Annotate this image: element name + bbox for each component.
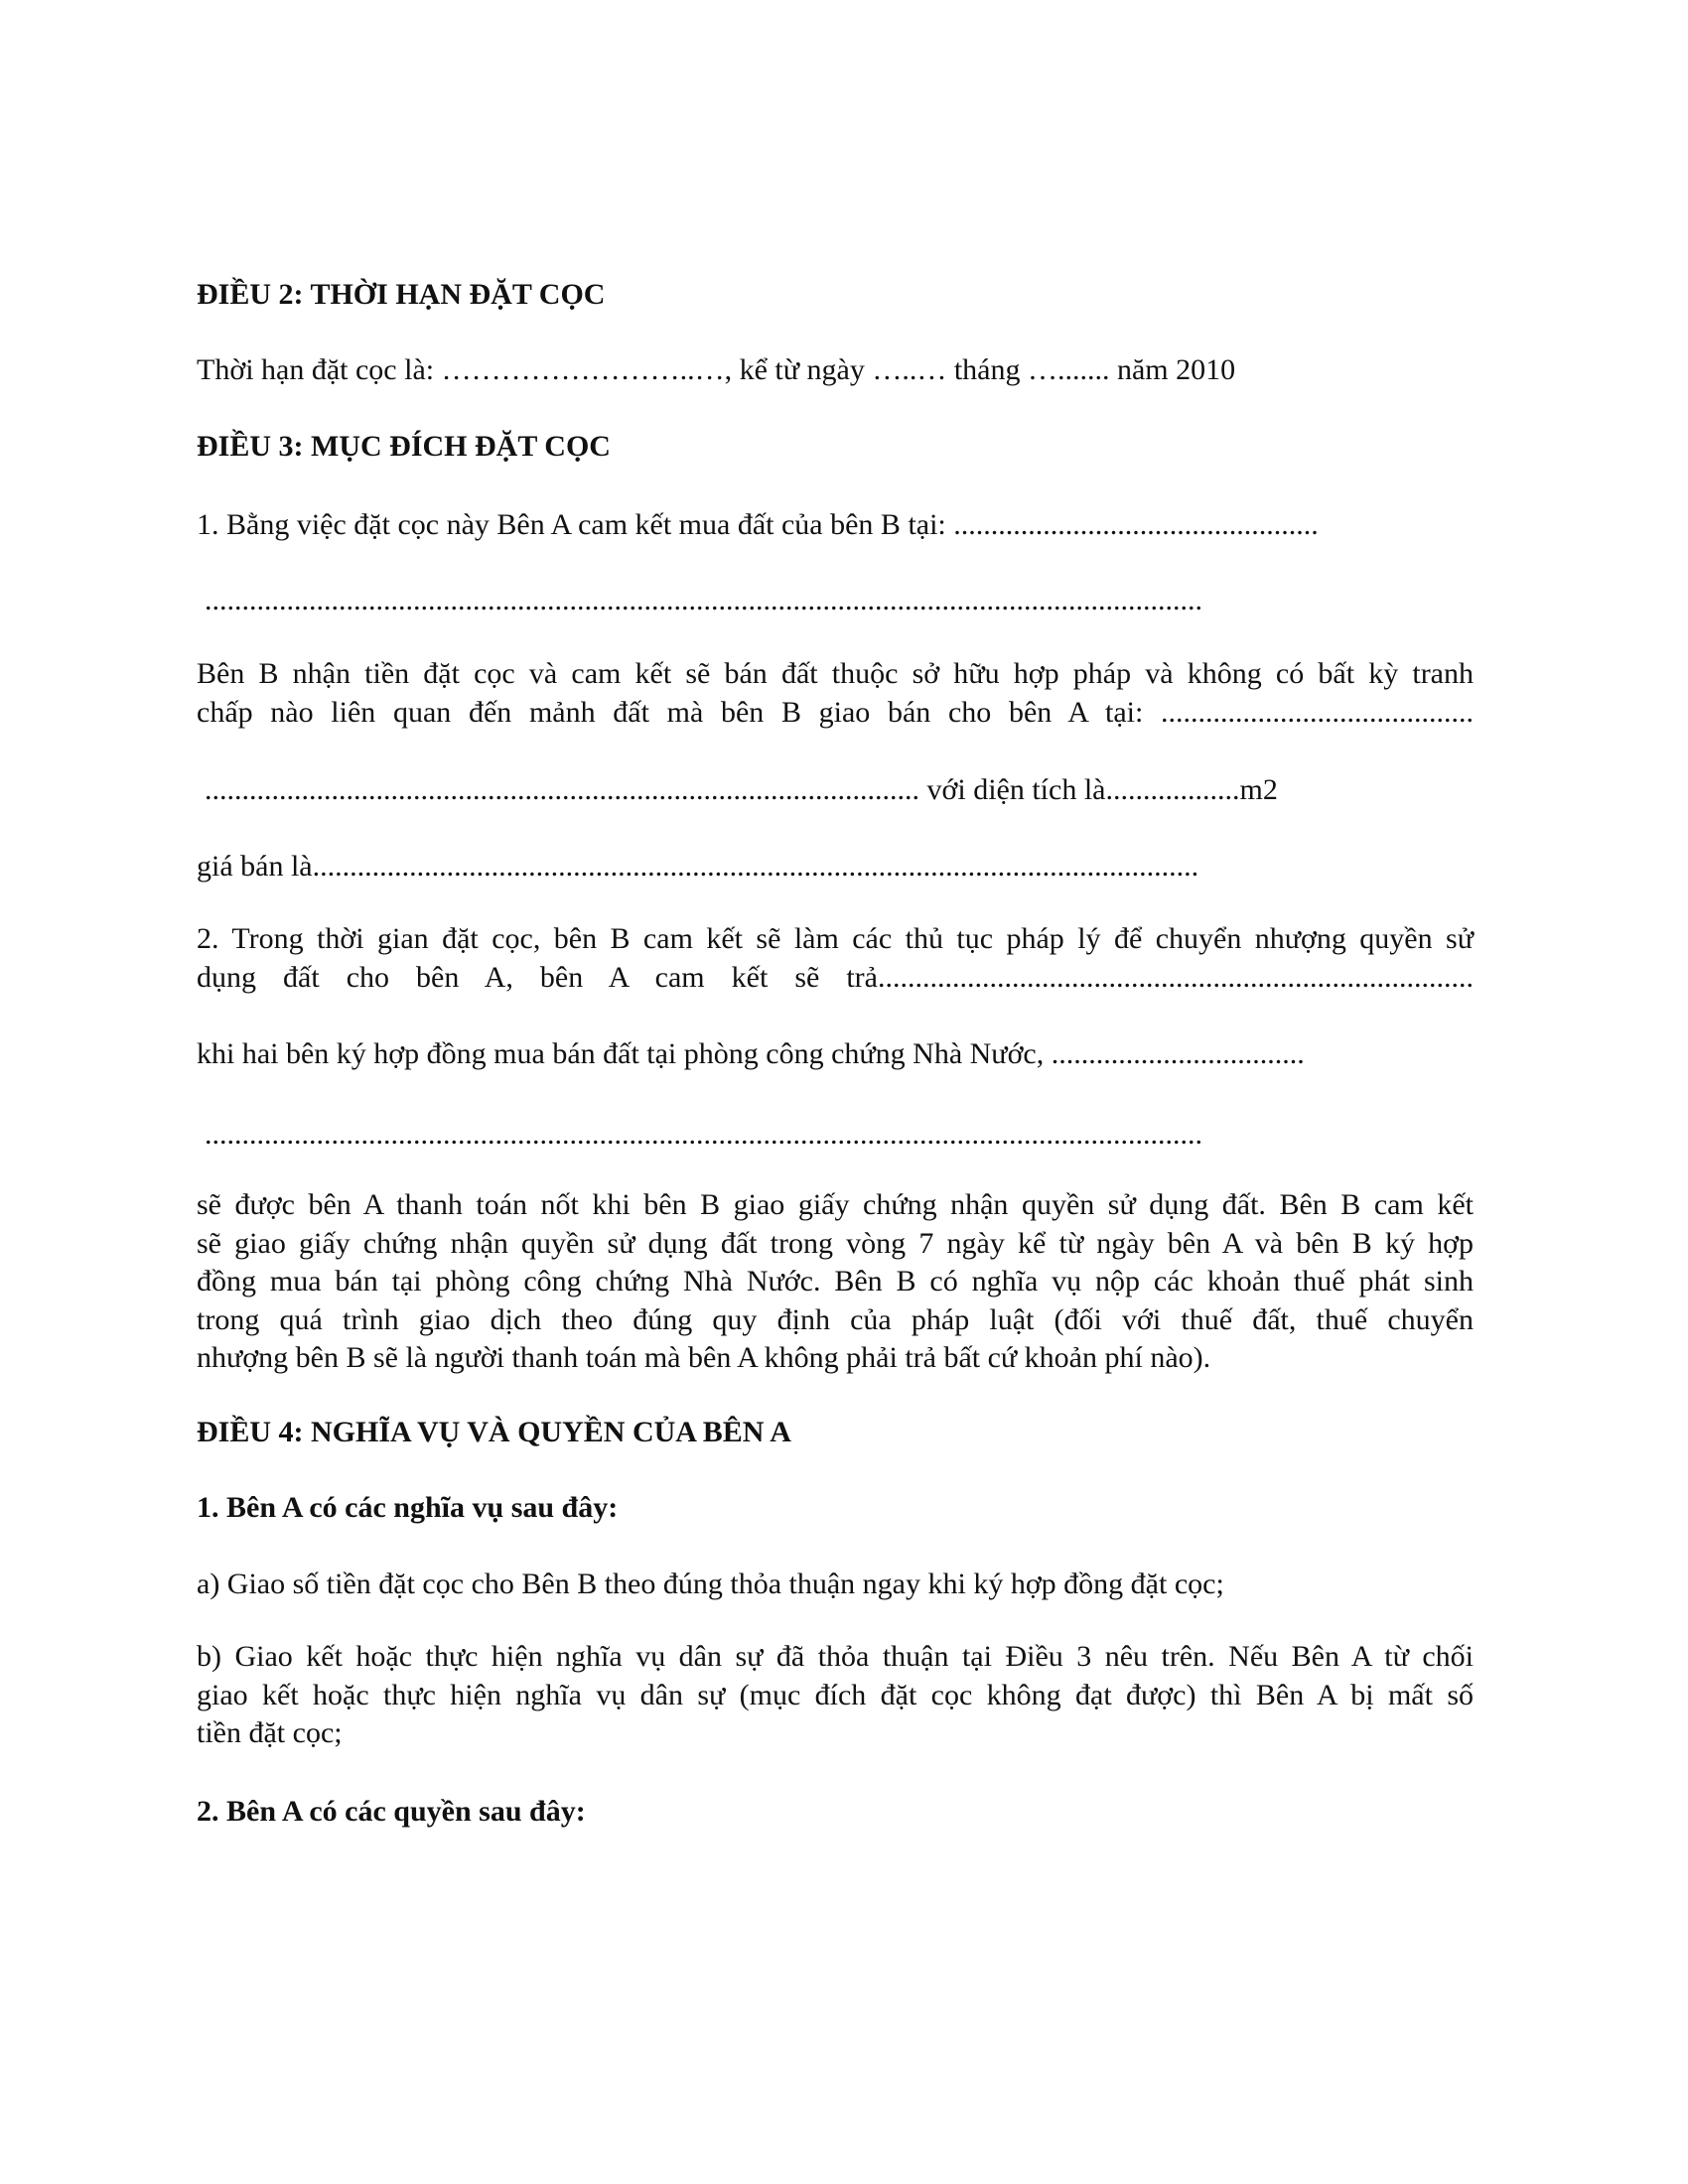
article-4-heading: ĐIỀU 4: NGHĨA VỤ VÀ QUYỀN CỦA BÊN A [197,1416,791,1448]
notary-dots: ...................................................................................................................................... [205,1118,1202,1151]
seller-commitment-line-2: chấp nào liên quan đến mảnh đất mà bên B giao bán cho bên A tại: .......................................... [197,695,1474,729]
article-3-item-2-line-1: 2. Trong thời gian đặt cọc, bên B cam kết sẽ làm các thủ tục pháp lý để chuyển nhượng quyền sử [197,922,1474,955]
area-line: ................................................................................................ với diện tích là..................m2 [205,773,1278,806]
obligations-heading: 1. Bên A có các nghĩa vụ sau đây: [197,1491,619,1524]
payment-line-2: sẽ giao giấy chứng nhận quyền sử dụng đất trong vòng 7 ngày kể từ ngày bên A và bên B ký hợp [197,1226,1474,1260]
seller-commitment-line-1: Bên B nhận tiền đặt cọc và cam kết sẽ bán đất thuộc sở hữu hợp pháp và không có bất kỳ tranh [197,657,1474,690]
price-line: giá bán là....................................................................................................................... [197,850,1199,883]
obligation-a: a) Giao số tiền đặt cọc cho Bên B theo đúng thỏa thuận ngay khi ký hợp đồng đặt cọc; [197,1568,1224,1600]
article-3-item-2-line-2: dụng đất cho bên A, bên A cam kết sẽ trả................................................................................ [197,960,1474,994]
article-3-heading: ĐIỀU 3: MỤC ĐÍCH ĐẶT CỌC [197,430,611,463]
rights-heading: 2. Bên A có các quyền sau đây: [197,1795,586,1828]
obligation-b-line-1: b) Giao kết hoặc thực hiện nghĩa vụ dân sự đã thỏa thuận tại Điều 3 nêu trên. Nếu Bên A từ chối [197,1640,1474,1673]
notary-line: khi hai bên ký hợp đồng mua bán đất tại phòng công chứng Nhà Nước, .................................. [197,1037,1305,1070]
article-3-item-2-paragraph [197,920,1474,997]
payment-paragraph [197,1186,1474,1378]
payment-line-3: đồng mua bán tại phòng công chứng Nhà Nước. Bên B có nghĩa vụ nộp các khoản thuế phát sinh [197,1265,1474,1297]
payment-line-4: trong quá trình giao dịch theo đúng quy định của pháp luật (đối với thuế đất, thuế chuyển [197,1302,1474,1336]
deposit-term-line: Thời hạn đặt cọc là: ……………………..…, kể từ ngày …..… tháng …....... năm 2010 [197,353,1236,386]
article-3-item-1: 1. Bằng việc đặt cọc này Bên A cam kết mua đất của bên B tại: ................................................. [197,508,1319,541]
article-3-item-1-dots: ...................................................................................................................................... [205,584,1202,616]
payment-line-5: nhượng bên B sẽ là người thanh toán mà bên A không phải trả bất cứ khoản phí nào). [197,1341,1211,1374]
seller-commitment-paragraph [197,655,1474,732]
article-2-heading: ĐIỀU 2: THỜI HẠN ĐẶT CỌC [197,278,606,311]
obligation-b-paragraph [197,1638,1474,1753]
payment-line-1: sẽ được bên A thanh toán nốt khi bên B giao giấy chứng nhận quyền sử dụng đất. Bên B cam kết [197,1188,1474,1221]
obligation-b-line-3: tiền đặt cọc; [197,1716,343,1749]
obligation-b-line-2: giao kết hoặc thực hiện nghĩa vụ dân sự (mục đích đặt cọc không đạt được) thì Bên A bị mất số [197,1678,1474,1711]
